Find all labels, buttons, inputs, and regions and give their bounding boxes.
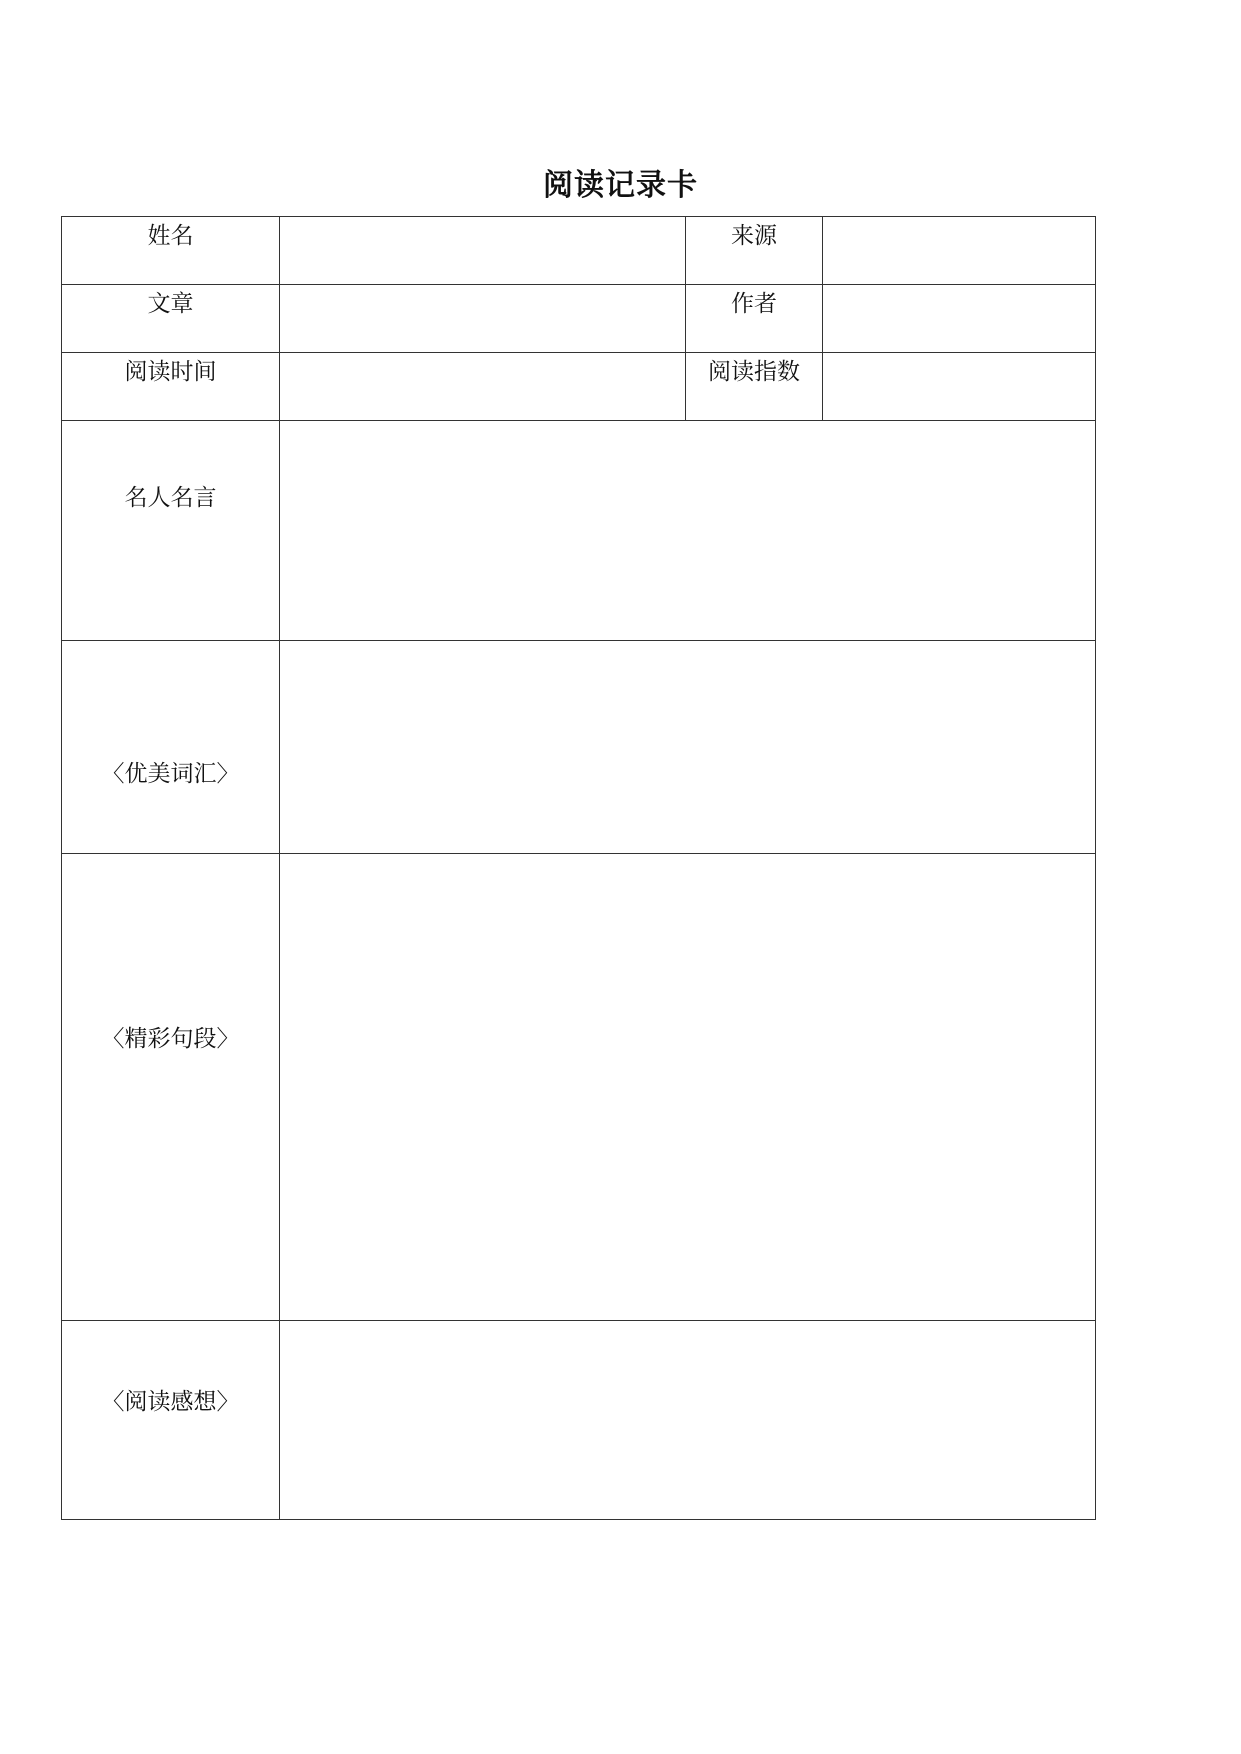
- read-time-label: 阅读时间: [62, 353, 280, 421]
- vocab-field[interactable]: [280, 641, 1096, 854]
- reflection-field[interactable]: [280, 1321, 1096, 1520]
- row-time-index: [62, 353, 1096, 421]
- reflection-label: 〈阅读感想〉: [62, 1321, 280, 1520]
- row-reflection: [62, 1321, 1096, 1520]
- reading-record-table: [61, 216, 1096, 1520]
- row-name-source: [62, 217, 1096, 285]
- row-vocab: [62, 641, 1096, 854]
- paragraph-field[interactable]: [280, 854, 1096, 1321]
- row-quote: [62, 421, 1096, 641]
- author-label: 作者: [686, 285, 823, 353]
- vocab-label: 〈优美词汇〉: [62, 641, 280, 854]
- read-time-field[interactable]: [280, 353, 686, 421]
- source-field[interactable]: [823, 217, 1096, 285]
- page-title: 阅读记录卡: [543, 168, 698, 203]
- author-field[interactable]: [823, 285, 1096, 353]
- row-paragraph: [62, 854, 1096, 1321]
- row-article-author: [62, 285, 1096, 353]
- name-label: 姓名: [62, 217, 280, 285]
- name-field[interactable]: [280, 217, 686, 285]
- article-field[interactable]: [280, 285, 686, 353]
- paragraph-label: 〈精彩句段〉: [62, 854, 280, 1321]
- quote-field[interactable]: [280, 421, 1096, 641]
- source-label: 来源: [686, 217, 823, 285]
- article-label: 文章: [62, 285, 280, 353]
- read-index-field[interactable]: [823, 353, 1096, 421]
- quote-label: 名人名言: [62, 421, 280, 641]
- read-index-label: 阅读指数: [686, 353, 823, 421]
